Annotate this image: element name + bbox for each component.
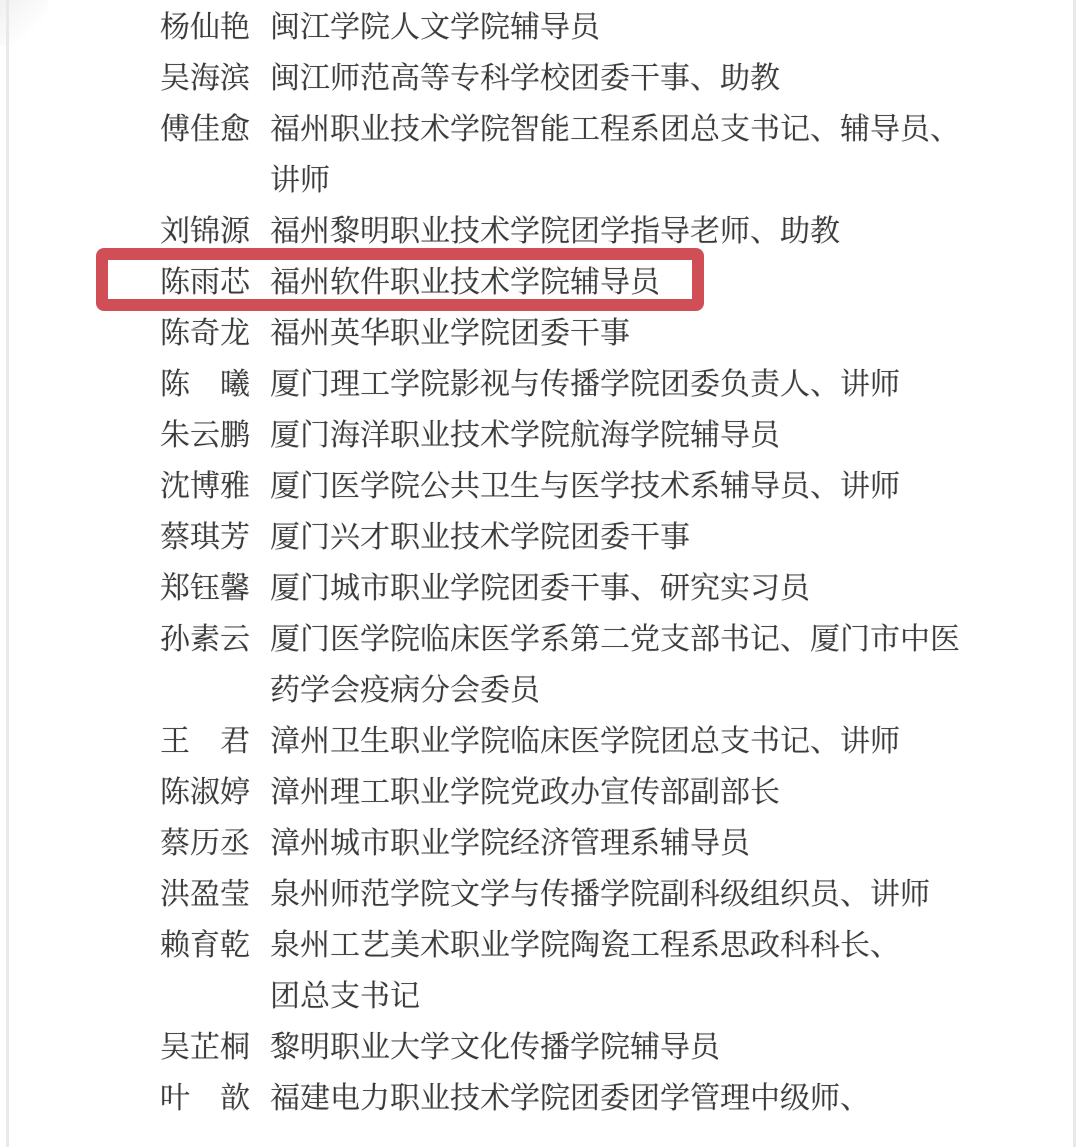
entry-position [270,920,1080,1022]
entry-name: 杨仙艳 [160,10,250,45]
entry-position-line: 闽江学院人文学院辅导员 [270,10,600,45]
entry-position-line: 漳州卫生职业学院临床医学院团总支书记、讲师 [270,724,900,759]
entry-position [270,818,1080,869]
entry-row [160,257,1080,308]
entry-position-line: 厦门医学院公共卫生与医学技术系辅导员、讲师 [270,469,900,504]
entry-position-line: 闽江师范高等专科学校团委干事、助教 [270,61,780,96]
entry-position-line: 泉州工艺美术职业学院陶瓷工程系思政科科长、 [270,928,900,963]
entry-name: 傅佳愈 [160,112,250,147]
entry-position [270,461,1080,512]
entry-position [270,308,1080,359]
entry-position-line: 福州职业技术学院智能工程系团总支书记、辅导员、 [270,112,960,147]
entry-row [160,53,1080,104]
entry-name: 郑钰馨 [160,571,250,606]
entry-position-line: 福州软件职业技术学院辅导员 [270,265,660,300]
entry-name: 刘锦源 [160,214,250,249]
entry-position-line: 厦门城市职业学院团委干事、研究实习员 [270,571,810,606]
entry-position [270,2,1080,53]
entry-row [160,614,1080,716]
entry-name: 洪盈莹 [160,877,250,912]
entry-position-line: 厦门理工学院影视与传播学院团委负责人、讲师 [270,367,900,402]
entry-name: 朱云鹏 [160,418,250,453]
entry-position-line: 讲师 [270,163,330,198]
entry-row [160,410,1080,461]
entry-position [270,104,1080,206]
entry-position [270,614,1080,716]
entry-position [270,257,1080,308]
entry-row [160,920,1080,1022]
entry-row [160,818,1080,869]
entry-position [270,410,1080,461]
entry-row [160,359,1080,410]
entry-position [270,512,1080,563]
entry-position-line: 泉州师范学院文学与传播学院副科级组织员、讲师 [270,877,930,912]
entry-position-line: 药学会疫病分会委员 [270,673,540,708]
entry-position [270,359,1080,410]
entry-position-line: 福州黎明职业技术学院团学指导老师、助教 [270,214,840,249]
entry-position [270,1073,1080,1124]
entry-position [270,869,1080,920]
entry-row [160,1073,1080,1124]
entry-name: 蔡琪芳 [160,520,250,555]
entry-row [160,104,1080,206]
entry-name: 蔡历丞 [160,826,250,861]
entry-name: 陈 曦 [160,367,250,402]
entry-row [160,512,1080,563]
entry-row [160,716,1080,767]
page-left-edge [6,0,9,1147]
entry-position-line: 厦门医学院临床医学系第二党支部书记、厦门市中医 [270,622,960,657]
entry-name: 陈淑婷 [160,775,250,810]
entry-name: 赖育乾 [160,928,250,963]
entry-position-line: 漳州城市职业学院经济管理系辅导员 [270,826,750,861]
entry-name: 吴芷桐 [160,1030,250,1065]
entry-row [160,2,1080,53]
entry-name: 王 君 [160,724,250,759]
entry-position [270,206,1080,257]
entry-position-line: 厦门海洋职业技术学院航海学院辅导员 [270,418,780,453]
entry-name: 叶 歆 [160,1081,250,1116]
entry-row [160,869,1080,920]
award-list [160,2,1080,1124]
entry-position-line: 黎明职业大学文化传播学院辅导员 [270,1030,720,1065]
entry-position [270,767,1080,818]
entry-position-line: 福州英华职业学院团委干事 [270,316,630,351]
entry-row [160,461,1080,512]
entry-position [270,53,1080,104]
entry-name: 孙素云 [160,622,250,657]
entry-position-line: 漳州理工职业学院党政办宣传部副部长 [270,775,780,810]
entry-name: 陈雨芯 [160,265,250,300]
entry-row [160,1022,1080,1073]
entry-position [270,1022,1080,1073]
entry-row [160,767,1080,818]
entry-position [270,563,1080,614]
entry-position-line: 厦门兴才职业技术学院团委干事 [270,520,690,555]
entry-row [160,308,1080,359]
entry-position-line: 团总支书记 [270,979,420,1014]
entry-name: 陈奇龙 [160,316,250,351]
entry-position-line: 福建电力职业技术学院团委团学管理中级师、 [270,1081,870,1116]
entry-row [160,206,1080,257]
entry-position [270,716,1080,767]
entry-row [160,563,1080,614]
entry-name: 沈博雅 [160,469,250,504]
entry-name: 吴海滨 [160,61,250,96]
